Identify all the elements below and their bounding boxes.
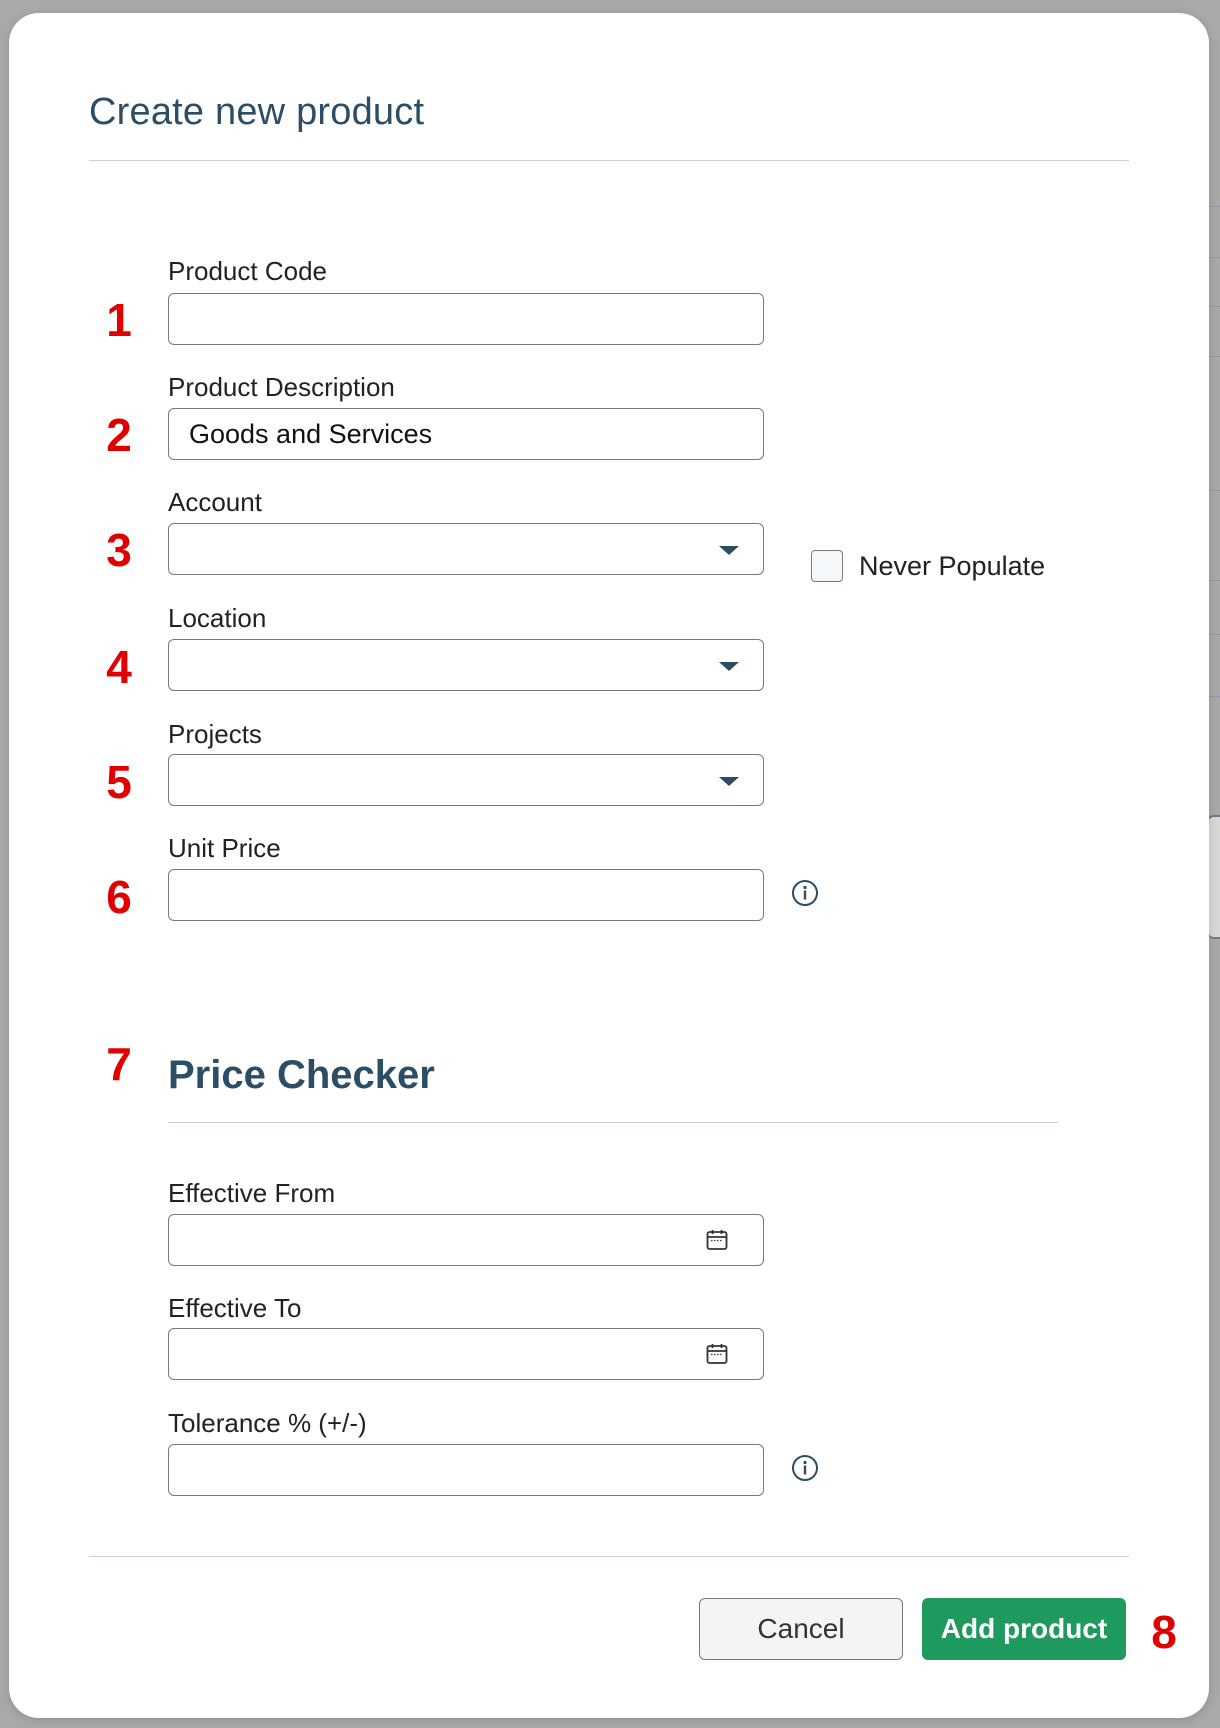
calendar-icon[interactable] [705, 1228, 729, 1252]
info-icon[interactable] [791, 1454, 819, 1482]
footer-divider [89, 1556, 1129, 1557]
section-divider [168, 1122, 1058, 1123]
effective-from-label: Effective From [168, 1178, 336, 1208]
chevron-down-icon [719, 777, 739, 786]
marker-3: 3 [106, 524, 132, 576]
unit-price-label: Unit Price [168, 833, 281, 863]
product-description-input[interactable] [168, 408, 764, 460]
never-populate-label: Never Populate [859, 551, 1046, 581]
account-label: Account [168, 487, 262, 517]
price-checker-title: Price Checker [168, 1053, 435, 1097]
marker-8: 8 [1151, 1606, 1177, 1658]
product-code-label: Product Code [168, 256, 327, 286]
chevron-down-icon [719, 662, 739, 671]
product-code-input[interactable] [168, 293, 764, 345]
dialog-title: Create new product [89, 91, 425, 133]
title-divider [89, 160, 1129, 161]
tolerance-input[interactable] [168, 1444, 764, 1496]
create-product-dialog [9, 13, 1209, 1718]
add-product-button[interactable]: Add product [922, 1598, 1126, 1660]
cancel-button[interactable]: Cancel [699, 1598, 903, 1660]
calendar-icon[interactable] [705, 1342, 729, 1366]
location-select[interactable] [168, 639, 764, 691]
tolerance-label: Tolerance % (+/-) [168, 1408, 367, 1438]
marker-7: 7 [106, 1038, 132, 1090]
chevron-down-icon [719, 546, 739, 555]
unit-price-input[interactable] [168, 869, 764, 921]
marker-5: 5 [106, 756, 132, 808]
effective-from-input[interactable] [168, 1214, 764, 1266]
marker-6: 6 [106, 871, 132, 923]
effective-to-input[interactable] [168, 1328, 764, 1380]
account-select[interactable] [168, 523, 764, 575]
marker-1: 1 [106, 294, 132, 346]
marker-4: 4 [106, 641, 132, 693]
marker-2: 2 [106, 409, 132, 461]
never-populate-checkbox[interactable] [811, 550, 843, 582]
product-description-label: Product Description [168, 372, 395, 402]
projects-label: Projects [168, 719, 262, 749]
info-icon[interactable] [791, 879, 819, 907]
location-label: Location [168, 603, 267, 633]
projects-select[interactable] [168, 754, 764, 806]
effective-to-label: Effective To [168, 1293, 302, 1323]
